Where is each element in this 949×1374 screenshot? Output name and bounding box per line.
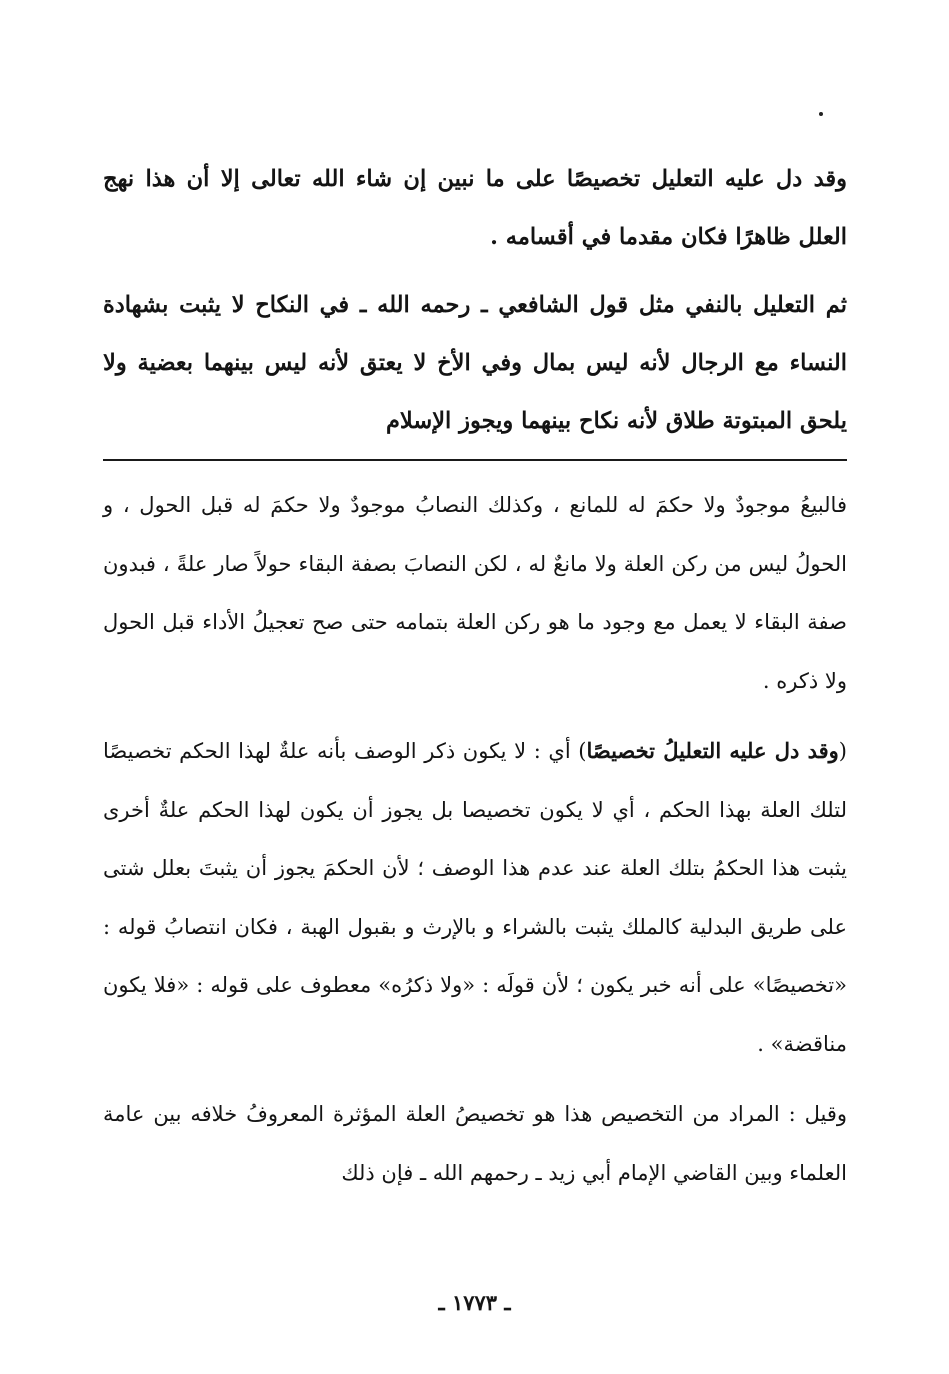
quote-open-paren: ( [838,739,847,763]
footnote-separator [103,459,847,461]
main-paragraph-2: ثم التعليل بالنفي مثل قول الشافعي ـ رحمه الله ـ في النكاح لا يثبت بشهادة النساء مع الرجال لأنه ليس بمال وفي الأخ لا يعتق لأنه ليس بينهما بعضية ولا يلحق المبتوتة طلاق لأنه نكاح بينهما ويجوز الإسلام [103,292,847,434]
main-paragraph-1: وقد دل عليه التعليل تخصيصًا على ما نبين إن شاء الله تعالى إلا أن هذا نهج العلل ظاهرًا فكان مقدما في أقسامه . [103,166,847,250]
commentary-paragraph-3: وقيل : المراد من التخصيص هذا هو تخصيصُ العلة المؤثرة المعروفُ خلافه بين عامة العلماء وبين القاضي الإمام أبي زيد ـ رحمهم الله ـ فإن ذلك [103,1102,847,1185]
commentary-text [103,476,847,1202]
commentary-paragraph-2 [103,722,847,1073]
commentary-paragraph-2-rest: ) أي : لا يكون ذكر الوصف بأنه علةٌ لهذا الحكم تخصيصًا لتلك العلة بهذا الحكم ، أي لا يكون تخصيصا بل يجوز أن يكون لهذا الحكم علةٌ أخرى يثبت هذا الحكمُ بتلك العلة عند عدم هذا الوصف ؛ لأن الحكمَ يجوز أن يثبتَ بعلل شتى على طريق البدلية كالملك يثبت بالشراء و بالإرث و بقبول الهبة ، فكان انتصابُ قوله : «تخصيصًا» على أنه خبر يكون ؛ لأن قولَه : «ولا ذكرُه» معطوف على قوله : «فلا يكون مناقضة» . [103,739,847,1056]
margin-dot [819,112,823,116]
commentary-paragraph-1: فالبيعُ موجودٌ ولا حكمَ له للمانع ، وكذلك النصابُ موجودٌ ولا حكمَ له قبل الحول ، و الحولُ ليس من ركن العلة ولا مانعٌ له ، لكن النصابَ بصفة البقاء حولاً صار علةً ، فبدون صفة البقاء لا يعمل مع وجود ما هو ركن العلة بتمامه حتى صح تعجيلُ الأداء قبل الحول ولا ذكره . [103,493,847,693]
page-number: ـ ١٧٧٣ ـ [438,1290,511,1315]
main-text [103,150,847,450]
quoted-phrase: وقد دل عليه التعليلُ تخصيصًا [586,738,839,763]
